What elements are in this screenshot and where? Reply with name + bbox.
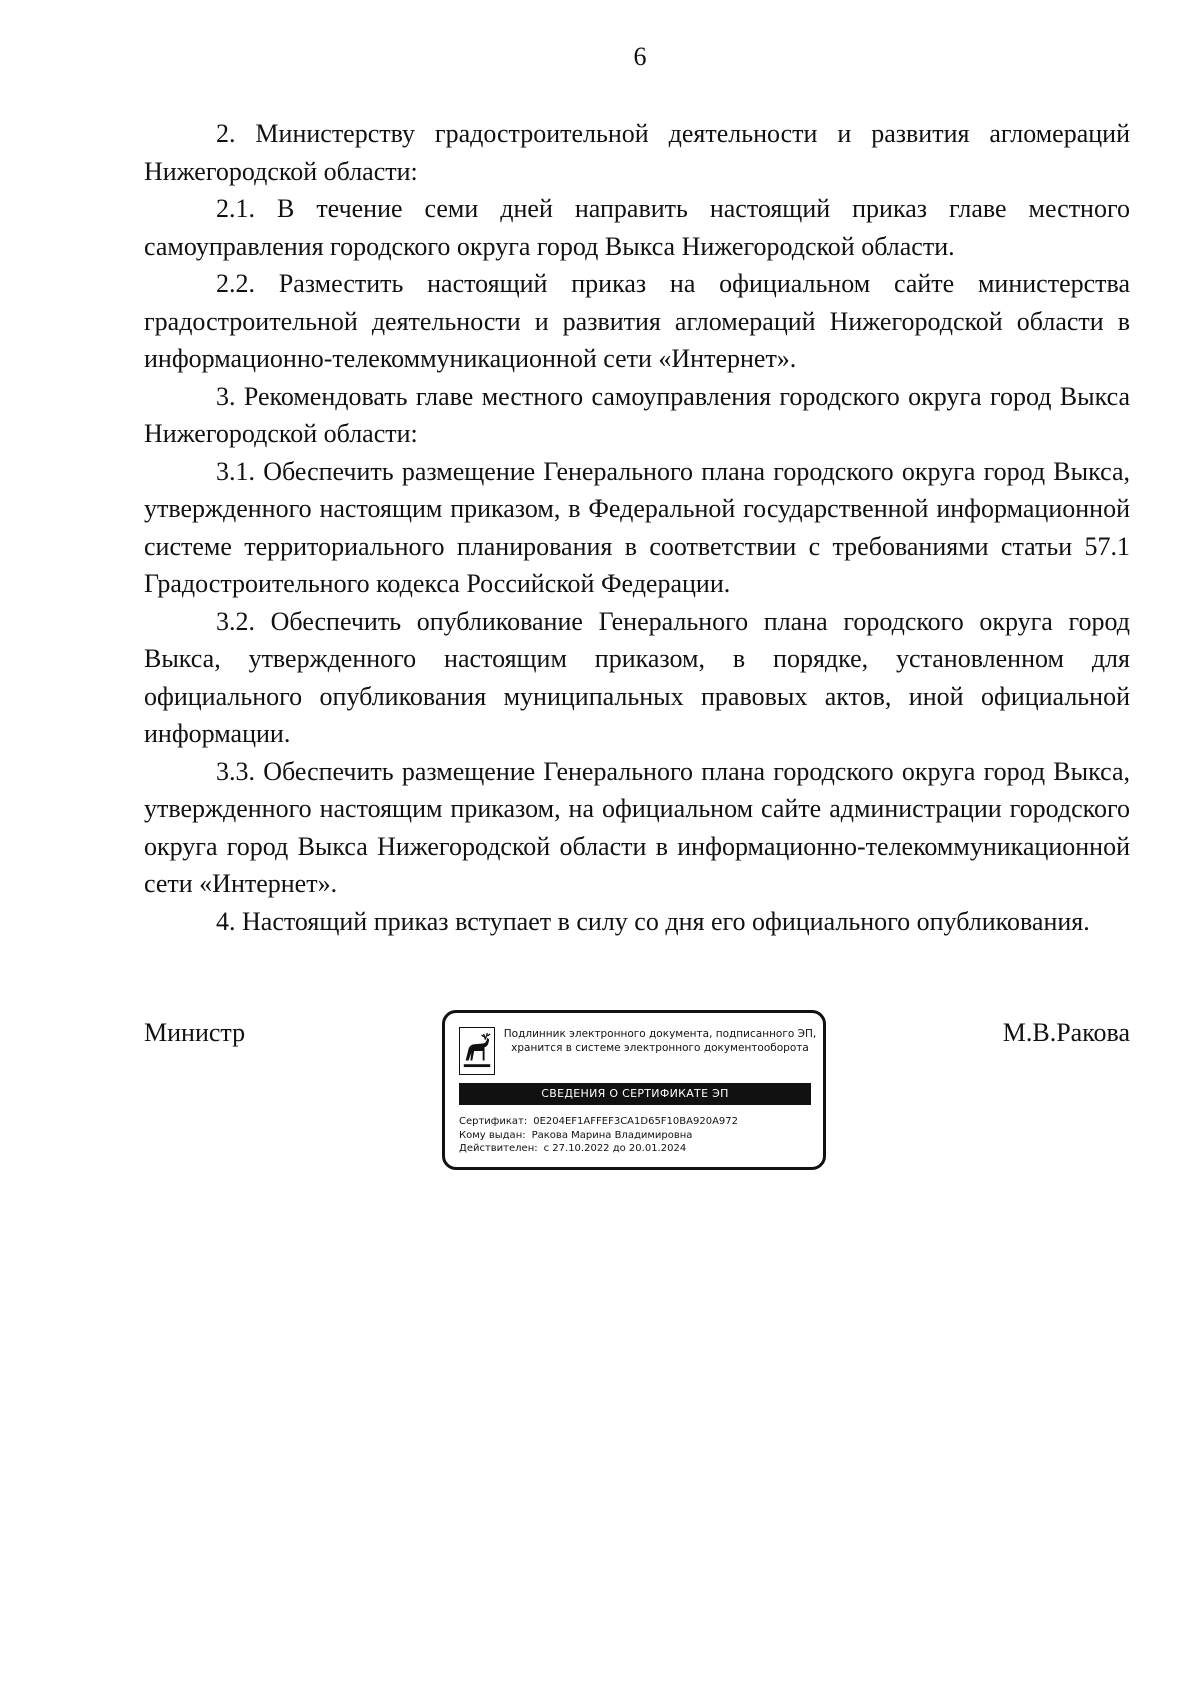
issued-to-line — [459, 1129, 815, 1143]
stamp-header-line-2: хранится в системе электронного документооборота — [511, 1042, 809, 1054]
signer-position: Министр — [144, 1018, 246, 1047]
validity-value: с 27.10.2022 до 20.01.2024 — [543, 1143, 687, 1154]
paragraph-2: 2. Министерству градостроительной деятельности и развития агломераций Нижегородской области: — [144, 119, 1130, 186]
issued-to-label: Кому выдан: — [459, 1129, 526, 1141]
issued-to-value: Ракова Марина Владимировна — [531, 1129, 693, 1141]
paragraph-3-1: 3.1. Обеспечить размещение Генерального плана городского округа город Выкса, утвержденного настоящим приказом, в Федеральной государственной информационной системе территориального планирования в соответствии с требованиями статьи 57.1 Градостроительного кодекса Российской Федерации. — [144, 456, 1130, 598]
signer-name: М.В.Ракова — [1002, 1018, 1130, 1047]
stamp-details — [459, 1115, 815, 1156]
validity-label: Действителен: — [459, 1143, 538, 1154]
stamp-title-bar: СВЕДЕНИЯ О СЕРТИФИКАТЕ ЭП — [459, 1083, 811, 1105]
stamp-header-line-1: Подлинник электронного документа, подписанного ЭП, — [503, 1028, 817, 1040]
paragraph-3-2: 3.2. Обеспечить опубликование Генерального плана городского округа город Выкса, утвержденного настоящим приказом, в порядке, установленном для официального опубликования муниципальных правовых актов, иной официальной информации. — [144, 606, 1130, 748]
paragraph-4: 4. Настоящий приказ вступает в силу со дня его официального опубликования. — [216, 906, 1090, 936]
certificate-label: Сертификат: — [459, 1116, 528, 1127]
paragraph-3: 3. Рекомендовать главе местного самоуправления городского округа город Выкса Нижегородской области: — [144, 381, 1130, 448]
electronic-signature-stamp — [442, 1010, 826, 1170]
deer-coat-of-arms-icon — [459, 1027, 495, 1075]
stamp-header — [501, 1027, 819, 1055]
paragraph-2-2: 2.2. Разместить настоящий приказ на официальном сайте министерства градостроительной деятельности и развития агломераций Нижегородской области в информационно-телекоммуникационной сети «Интернет». — [144, 269, 1130, 373]
paragraph-2-1: 2.1. В течение семи дней направить настоящий приказ главе местного самоуправления городского округа город Выкса Нижегородской области. — [144, 194, 1130, 261]
paragraph-3-3: 3.3. Обеспечить размещение Генерального плана городского округа город Выкса, утвержденного настоящим приказом, на официальном сайте администрации городского округа город Выкса Нижегородской области в информационно-телекоммуникационной сети «Интернет». — [144, 756, 1130, 898]
order-body — [144, 115, 1130, 940]
certificate-value: 0E204EF1AFFEF3CA1D65F10BA920A972 — [533, 1116, 738, 1127]
certificate-line — [459, 1115, 815, 1129]
validity-line — [459, 1142, 815, 1156]
page-number: 6 — [633, 42, 647, 71]
